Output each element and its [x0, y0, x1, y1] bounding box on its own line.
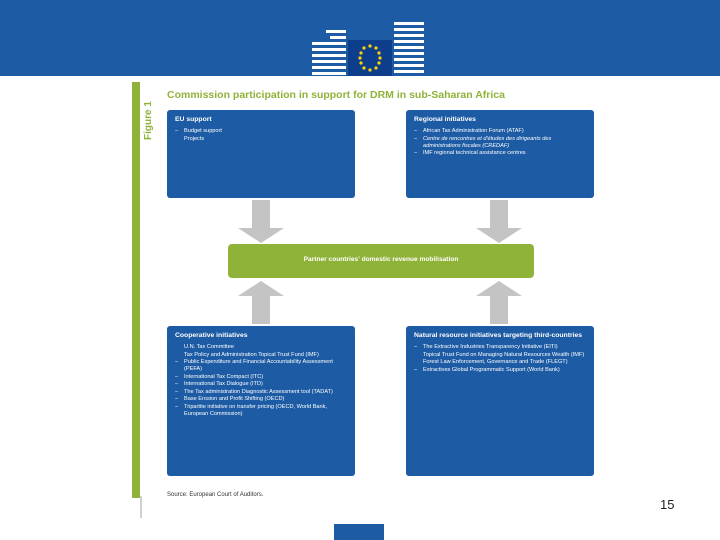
list-item: – International Tax Compact (ITC): [175, 374, 347, 381]
list-item: – International Tax Dialogue (ITD): [175, 381, 347, 388]
eu-support-list: [175, 128, 347, 143]
list-item: – Budget support: [175, 128, 347, 135]
arrow-down-left: [238, 200, 284, 243]
list-item: – Base Erosion and Profit Shifting (OECD): [175, 396, 347, 403]
cooperative-initiatives-box: [167, 326, 355, 476]
source-note: Source: European Court of Auditors.: [167, 492, 264, 498]
list-item: U.N. Tax Committee: [184, 344, 234, 350]
eu-support-title: EU support: [175, 116, 212, 123]
cooperative-initiatives-list: [175, 344, 347, 418]
list-item: – Extractives Global Programmatic Support (World Bank): [414, 367, 586, 374]
regional-initiatives-box: [406, 110, 594, 198]
regional-initiatives-title: Regional initiatives: [414, 116, 476, 123]
list-item: – Tripartite initiative on transfer pricing (OECD, World Bank, European Commission): [175, 404, 347, 418]
list-item: – The Extractive Industries Transparency Initiative (EITI): [414, 344, 586, 351]
domestic-revenue-label: Partner countries' domestic revenue mobilisation: [303, 256, 459, 263]
natural-resource-list: [414, 344, 586, 374]
natural-resource-title: Natural resource initiatives targeting third-countries: [414, 332, 583, 339]
natural-resource-box: [406, 326, 594, 476]
regional-initiatives-list: [414, 128, 586, 157]
list-item: – Centre de rencontres et d'études des dirigeants des administrations fiscales (CREDAF): [414, 136, 586, 150]
list-item: Forest Law Enforcement, Governance and Trade (FLEGT): [423, 359, 568, 365]
figure-label: Figure 1: [143, 101, 154, 140]
list-item: Tax Policy and Administration Topical Trust Fund (IMF): [184, 351, 319, 358]
cooperative-initiatives-title: Cooperative initiatives: [175, 332, 248, 339]
figure-title: Commission participation in support for DRM in sub-Saharan Africa: [167, 89, 505, 101]
arrow-up-left: [238, 281, 284, 324]
list-item: – African Tax Administration Forum (ATAF): [414, 128, 586, 135]
domestic-revenue-box: [228, 244, 534, 278]
arrow-up-right: [476, 281, 522, 324]
list-item: Topical Trust Fund on Managing Natural Resources Wealth (IMF): [423, 351, 585, 358]
eu-support-box: [167, 110, 355, 198]
list-item: – Public Expenditure and Financial Accountability Assessment (PEFA): [175, 359, 347, 373]
list-item: Projects: [184, 135, 205, 142]
arrow-down-right: [476, 200, 522, 243]
list-item: – The Tax administration Diagnostic Assessment tool (TADAT): [175, 389, 347, 396]
list-item: – IMF regional technical assistance centres: [414, 150, 586, 157]
page-number: 15: [660, 497, 675, 512]
footer-bar: [334, 524, 384, 540]
